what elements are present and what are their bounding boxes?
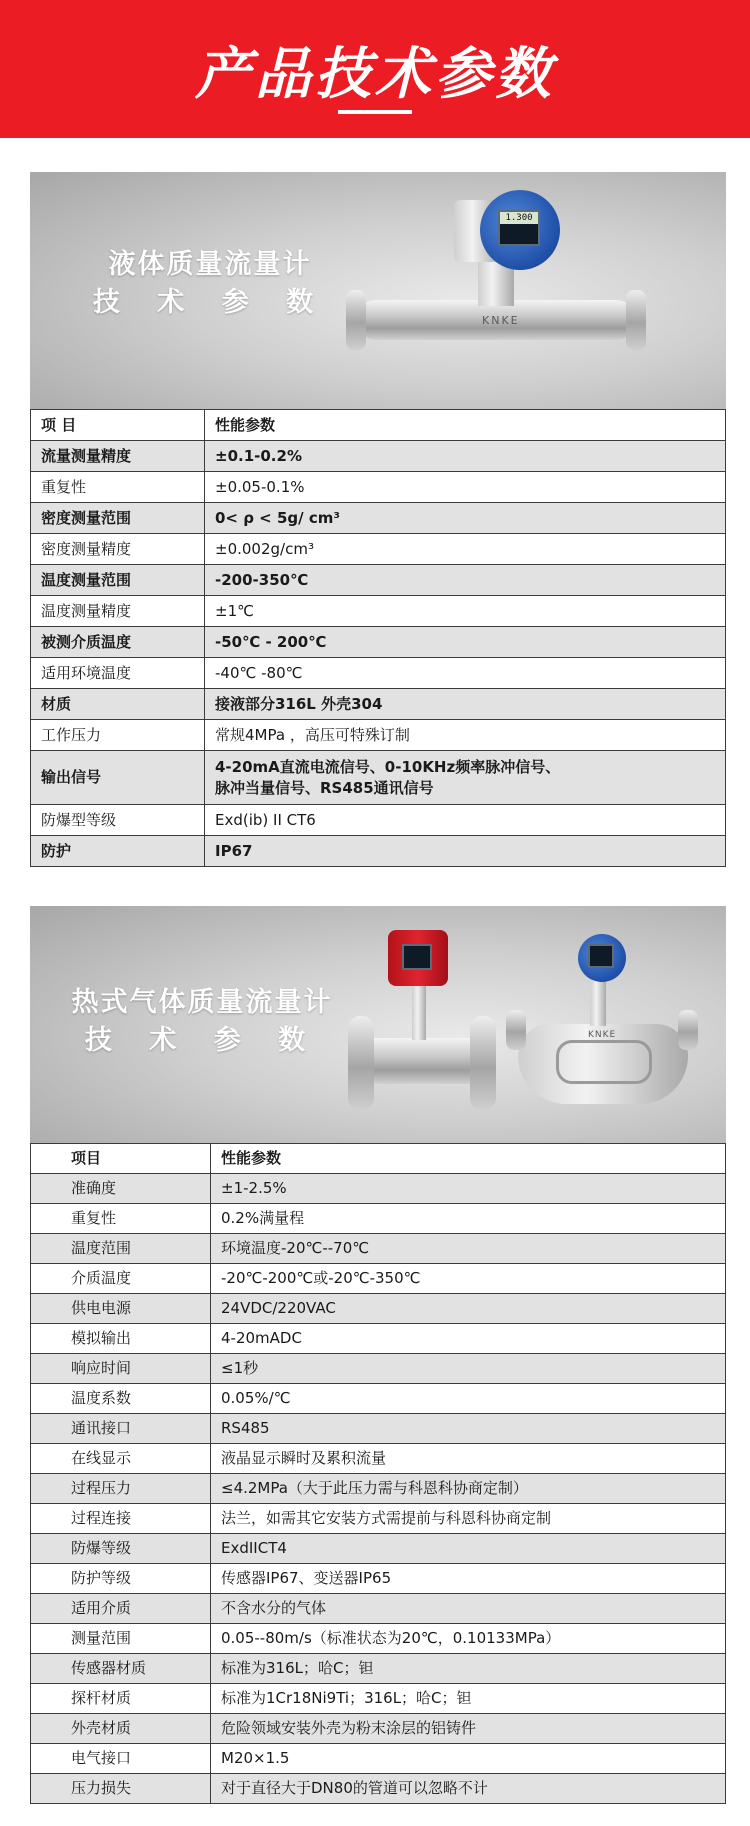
product-hero-gas bbox=[30, 906, 726, 1143]
lcd-readout: 1.300 bbox=[500, 212, 538, 224]
table-row bbox=[31, 1324, 726, 1354]
table-row bbox=[31, 1204, 726, 1234]
row-item-cell: 过程连接 bbox=[31, 1504, 211, 1534]
row-value-cell: IP67 bbox=[205, 836, 726, 867]
row-item-cell: 适用环境温度 bbox=[31, 658, 205, 689]
row-value-cell: 危险领域安装外壳为粉末涂层的铝铸件 bbox=[211, 1714, 726, 1744]
row-item-cell: 流量测量精度 bbox=[31, 441, 205, 472]
row-item-cell: 防护 bbox=[31, 836, 205, 867]
table-row bbox=[31, 689, 726, 720]
row-value-cell: ±0.1-0.2% bbox=[205, 441, 726, 472]
row-item-cell: 传感器材质 bbox=[31, 1654, 211, 1684]
row-value-cell: 常规4MPa ，高压可特殊订制 bbox=[205, 720, 726, 751]
header-item-label: 项目 bbox=[31, 1144, 211, 1174]
brand-mark: KNKE bbox=[482, 314, 520, 327]
table-row bbox=[31, 1234, 726, 1264]
table-row bbox=[31, 1654, 726, 1684]
product-title-line2: 技 术 参 数 bbox=[84, 1025, 320, 1056]
title-underline bbox=[338, 110, 412, 114]
row-value-cell: ±1℃ bbox=[205, 596, 726, 627]
row-item-cell: 温度测量范围 bbox=[31, 565, 205, 596]
spec-table-gas bbox=[30, 1143, 726, 1804]
table-row bbox=[31, 1174, 726, 1204]
row-item-cell: 温度测量精度 bbox=[31, 596, 205, 627]
spec-table-liquid bbox=[30, 409, 726, 867]
row-item-cell: 防护等级 bbox=[31, 1564, 211, 1594]
row-item-cell: 测量范围 bbox=[31, 1624, 211, 1654]
row-item-cell: 通讯接口 bbox=[31, 1414, 211, 1444]
table-row bbox=[31, 805, 726, 836]
row-item-cell: 电气接口 bbox=[31, 1744, 211, 1774]
row-item-cell: 重复性 bbox=[31, 1204, 211, 1234]
row-value-cell: -200-350℃ bbox=[205, 565, 726, 596]
row-item-cell: 输出信号 bbox=[31, 751, 205, 805]
row-value-cell: 24VDC/220VAC bbox=[211, 1294, 726, 1324]
page-title: 产品技术参数 bbox=[195, 42, 555, 107]
product-hero-liquid bbox=[30, 172, 726, 409]
row-item-cell: 外壳材质 bbox=[31, 1714, 211, 1744]
table-row bbox=[31, 1354, 726, 1384]
row-value-cell: ±1-2.5% bbox=[211, 1174, 726, 1204]
header-item-label: 项 目 bbox=[31, 410, 205, 441]
table-row bbox=[31, 1414, 726, 1444]
table-row bbox=[31, 1714, 726, 1744]
product-title-line2: 技 术 参 数 bbox=[92, 287, 328, 318]
row-value-cell: RS485 bbox=[211, 1414, 726, 1444]
row-value-cell: 0.05%/℃ bbox=[211, 1384, 726, 1414]
row-value-cell: 不含水分的气体 bbox=[211, 1594, 726, 1624]
row-item-cell: 过程压力 bbox=[31, 1474, 211, 1504]
product-title-gas bbox=[52, 984, 352, 1060]
row-item-cell: 温度系数 bbox=[31, 1384, 211, 1414]
row-item-cell: 防爆型等级 bbox=[31, 805, 205, 836]
row-value-cell: -20℃-200℃或-20℃-350℃ bbox=[211, 1264, 726, 1294]
row-item-cell: 被测介质温度 bbox=[31, 627, 205, 658]
table-row bbox=[31, 1624, 726, 1654]
table-row bbox=[31, 1594, 726, 1624]
row-value-cell: -40℃ -80℃ bbox=[205, 658, 726, 689]
row-item-cell: 密度测量精度 bbox=[31, 534, 205, 565]
row-value-cell: ±0.05-0.1% bbox=[205, 472, 726, 503]
row-value-cell: ExdIICT4 bbox=[211, 1534, 726, 1564]
table-row bbox=[31, 627, 726, 658]
row-value-cell: 环境温度-20℃--70℃ bbox=[211, 1234, 726, 1264]
product-title-line1: 液体质量流量计 bbox=[108, 249, 312, 280]
row-value-cell: Exd(ib) II CT6 bbox=[205, 805, 726, 836]
row-value-cell: 0.2%满量程 bbox=[211, 1204, 726, 1234]
table-row bbox=[31, 720, 726, 751]
row-value-cell: 4-20mA直流电流信号、0-10KHz频率脉冲信号、 脉冲当量信号、RS485通讯信号 bbox=[205, 751, 726, 805]
row-item-cell: 响应时间 bbox=[31, 1354, 211, 1384]
row-item-cell: 防爆等级 bbox=[31, 1534, 211, 1564]
row-item-cell: 温度范围 bbox=[31, 1234, 211, 1264]
row-value-cell: ≤1秒 bbox=[211, 1354, 726, 1384]
table-row bbox=[31, 1774, 726, 1804]
table-row bbox=[31, 534, 726, 565]
product-section-gas bbox=[30, 906, 726, 1804]
table-row bbox=[31, 1534, 726, 1564]
row-item-cell: 模拟输出 bbox=[31, 1324, 211, 1354]
table-header-row bbox=[31, 410, 726, 441]
table-row bbox=[31, 836, 726, 867]
row-value-cell: 标准为316L；哈C；钽 bbox=[211, 1654, 726, 1684]
row-item-cell: 探杆材质 bbox=[31, 1684, 211, 1714]
header-banner bbox=[0, 0, 750, 138]
table-row bbox=[31, 1444, 726, 1474]
row-value-cell: ±0.002g/cm³ bbox=[205, 534, 726, 565]
product-section-liquid bbox=[30, 172, 726, 867]
table-row bbox=[31, 1564, 726, 1594]
table-header-row bbox=[31, 1144, 726, 1174]
row-item-cell: 压力损失 bbox=[31, 1774, 211, 1804]
row-value-cell: 传感器IP67、变送器IP65 bbox=[211, 1564, 726, 1594]
row-item-cell: 适用介质 bbox=[31, 1594, 211, 1624]
row-value-cell: -50℃ - 200℃ bbox=[205, 627, 726, 658]
table-row bbox=[31, 596, 726, 627]
table-row bbox=[31, 1264, 726, 1294]
header-param-label: 性能参数 bbox=[205, 410, 726, 441]
brand-mark: KNKE bbox=[588, 1030, 617, 1040]
table-row bbox=[31, 1744, 726, 1774]
product-title-liquid bbox=[70, 246, 350, 322]
row-item-cell: 介质温度 bbox=[31, 1264, 211, 1294]
row-value-cell: 对于直径大于DN80的管道可以忽略不计 bbox=[211, 1774, 726, 1804]
row-item-cell: 重复性 bbox=[31, 472, 205, 503]
table-row bbox=[31, 472, 726, 503]
header-param-label: 性能参数 bbox=[211, 1144, 726, 1174]
row-item-cell: 准确度 bbox=[31, 1174, 211, 1204]
row-value-cell: M20×1.5 bbox=[211, 1744, 726, 1774]
table-row bbox=[31, 1504, 726, 1534]
table-row bbox=[31, 1684, 726, 1714]
row-item-cell: 材质 bbox=[31, 689, 205, 720]
row-value-cell: 法兰，如需其它安装方式需提前与科恩科协商定制 bbox=[211, 1504, 726, 1534]
row-value-cell: 标准为1Cr18Ni9Ti；316L；哈C；钽 bbox=[211, 1684, 726, 1714]
row-value-cell: 接液部分316L 外壳304 bbox=[205, 689, 726, 720]
table-row bbox=[31, 1384, 726, 1414]
product-title-line1: 热式气体质量流量计 bbox=[71, 987, 333, 1018]
table-row bbox=[31, 1474, 726, 1504]
row-value-cell: 0< ρ < 5g/ cm³ bbox=[205, 503, 726, 534]
row-item-cell: 在线显示 bbox=[31, 1444, 211, 1474]
row-item-cell: 供电电源 bbox=[31, 1294, 211, 1324]
table-row bbox=[31, 751, 726, 805]
table-row bbox=[31, 1294, 726, 1324]
row-value-cell: 0.05--80m/s（标准状态为20℃，0.10133MPa） bbox=[211, 1624, 726, 1654]
table-row bbox=[31, 658, 726, 689]
table-row bbox=[31, 503, 726, 534]
table-row bbox=[31, 441, 726, 472]
table-row bbox=[31, 565, 726, 596]
row-value-cell: 4-20mADC bbox=[211, 1324, 726, 1354]
row-value-cell: ≤4.2MPa（大于此压力需与科恩科协商定制） bbox=[211, 1474, 726, 1504]
row-item-cell: 工作压力 bbox=[31, 720, 205, 751]
row-value-cell: 液晶显示瞬时及累积流量 bbox=[211, 1444, 726, 1474]
row-item-cell: 密度测量范围 bbox=[31, 503, 205, 534]
